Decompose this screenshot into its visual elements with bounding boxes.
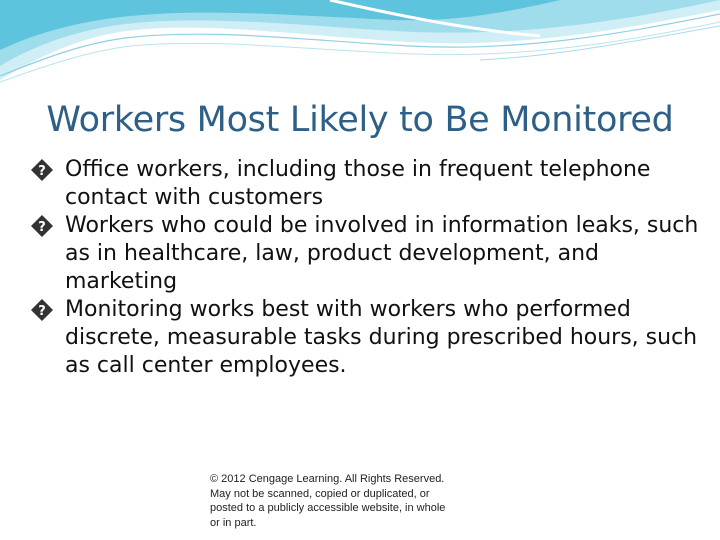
svg-text:?: ? <box>38 220 46 235</box>
missing-glyph-bullet-icon <box>30 298 54 322</box>
svg-text:?: ? <box>38 164 46 179</box>
bullet-text: Workers who could be involved in information leaks, such as in healthcare, law, product development, and marketing <box>65 213 699 294</box>
list-item <box>30 212 700 296</box>
header-wave-decoration <box>0 0 720 90</box>
bullet-text: Office workers, including those in frequent telephone contact with customers <box>65 157 651 210</box>
bullet-list <box>30 156 700 380</box>
copyright-line: or in part. <box>210 516 257 529</box>
missing-glyph-bullet-icon <box>30 158 54 182</box>
bullet-text: Monitoring works best with workers who performed discrete, measurable tasks during prescribed hours, such as call center employees. <box>65 297 698 378</box>
copyright-notice <box>210 472 480 530</box>
slide-title: Workers Most Likely to Be Monitored <box>46 100 674 140</box>
list-item <box>30 156 700 212</box>
missing-glyph-bullet-icon <box>30 214 54 238</box>
svg-text:?: ? <box>38 304 46 319</box>
list-item <box>30 296 700 380</box>
copyright-line: © 2012 Cengage Learning. All Rights Reserved. <box>210 473 445 485</box>
copyright-line: posted to a publicly accessible website, in whole <box>210 502 446 514</box>
copyright-line: May not be scanned, copied or duplicated, or <box>210 487 430 500</box>
